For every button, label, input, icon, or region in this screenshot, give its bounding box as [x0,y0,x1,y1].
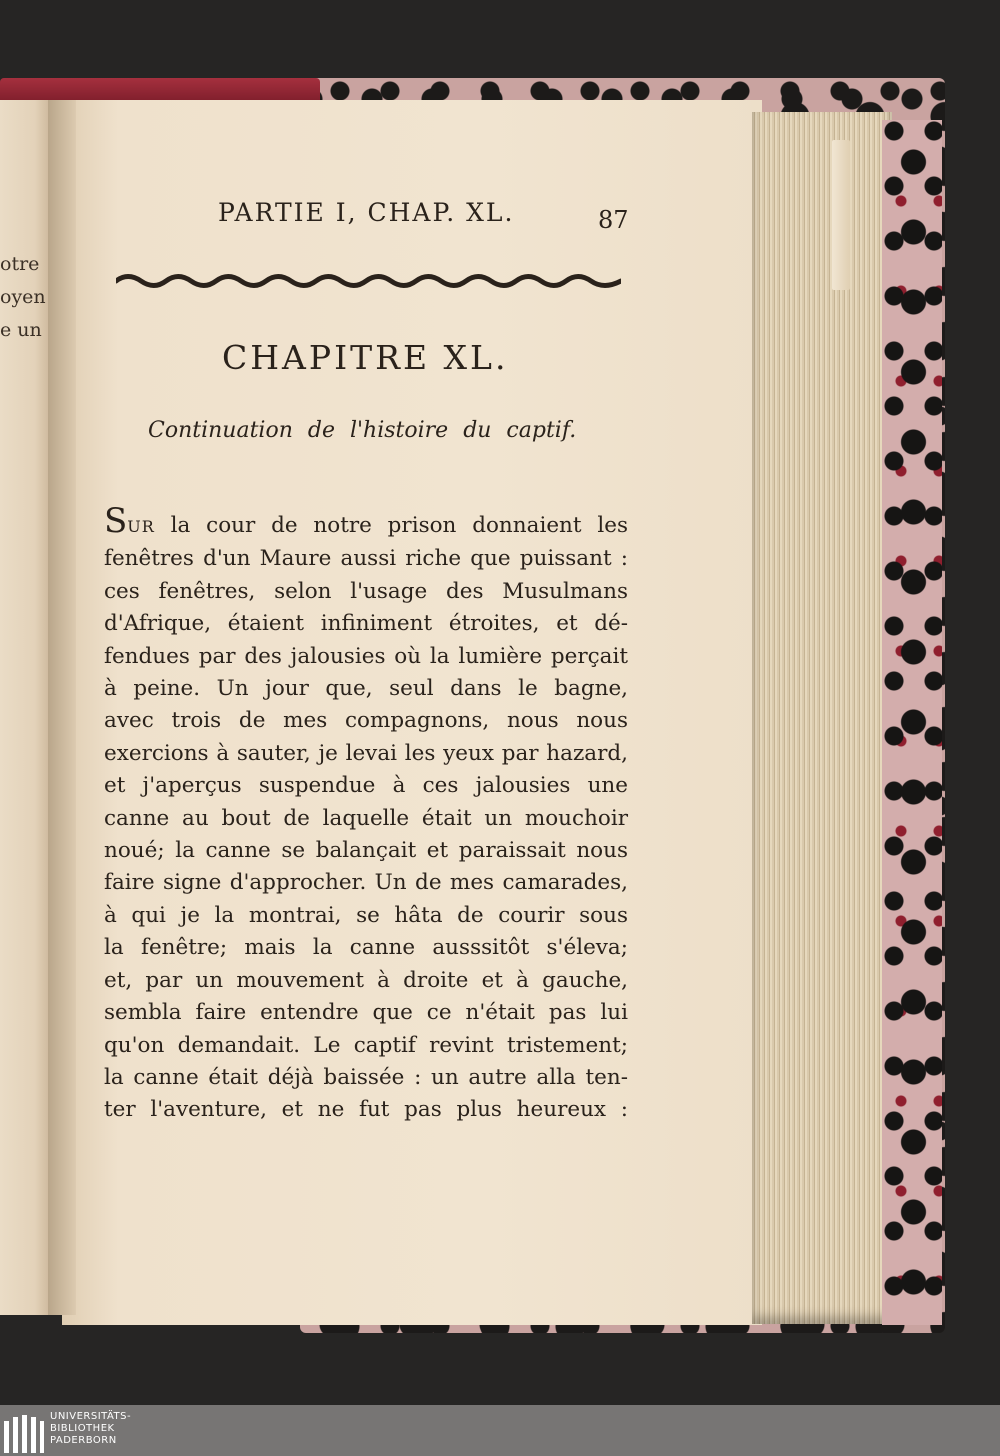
text-line: canne au bout de laquelle était un mouchoir [104,805,628,831]
gutter [48,100,76,1315]
library-name [50,1411,131,1447]
text-line: à qui je la montrai, se hâta de courir sous [104,902,628,928]
cover-edge [882,120,942,1325]
library-name-line: UNIVERSITÄTS- [50,1411,132,1422]
text-line: avec trois de mes compagnons, nous nous [104,708,628,734]
body-text [104,501,628,1127]
text-line: sembla faire entendre que ce n'était pas lui [104,1000,628,1026]
text-line: qu'on demandait. Le captif revint tristement; [104,1032,628,1058]
drop-cap-rest: UR [127,517,155,536]
first-line [104,501,628,543]
text-line: fenêtres d'un Maure aussi riche que puissant : [104,546,628,572]
drop-cap: S [104,501,128,541]
left-page-fragment: otre [0,253,40,275]
chapter-subtitle: Continuation de l'histoire du captif. [148,418,577,443]
library-footer [0,1405,1000,1456]
left-page [0,100,50,1315]
library-name-line: BIBLIOTHEK [50,1423,115,1434]
page-fore-edge [752,112,892,1324]
text-line: à peine. Un jour que, seul dans le bagne, [104,676,628,702]
text-line: d'Afrique, étaient infiniment étroites, et dé- [104,611,628,637]
first-line-text: la cour de notre prison donnaient les [170,513,628,538]
text-line: et j'aperçus suspendue à ces jalousies une [104,773,628,799]
library-logo-icon [4,1415,44,1453]
text-line: faire signe d'approcher. Un de mes camarades, [104,870,628,896]
text-line: la fenêtre; mais la canne ausssitôt s'éleva; [104,935,628,961]
text-line: fendues par des jalousies où la lumière perçait [104,643,628,669]
wavy-rule-ornament [116,270,621,292]
left-page-fragment: e un [0,319,42,341]
page-number: 87 [598,206,629,234]
text-line: ter l'aventure, et ne fut pas plus heureux : [104,1097,628,1123]
left-page-fragment: oyen [0,286,46,308]
chapter-title: CHAPITRE XL. [222,338,509,377]
text-line: et, par un mouvement à droite et à gauche, [104,967,628,993]
library-name-line: PADERBORN [50,1435,117,1446]
text-line: noué; la canne se balançait et paraissait nous [104,838,628,864]
running-head: PARTIE I, CHAP. XL. [218,198,515,227]
page-marker [832,140,850,290]
text-line: exercions à sauter, je levai les yeux par hazard, [104,740,628,766]
text-line: la canne était déjà baissée : un autre alla ten- [104,1064,628,1090]
text-line: ces fenêtres, selon l'usage des Musulmans [104,578,628,604]
